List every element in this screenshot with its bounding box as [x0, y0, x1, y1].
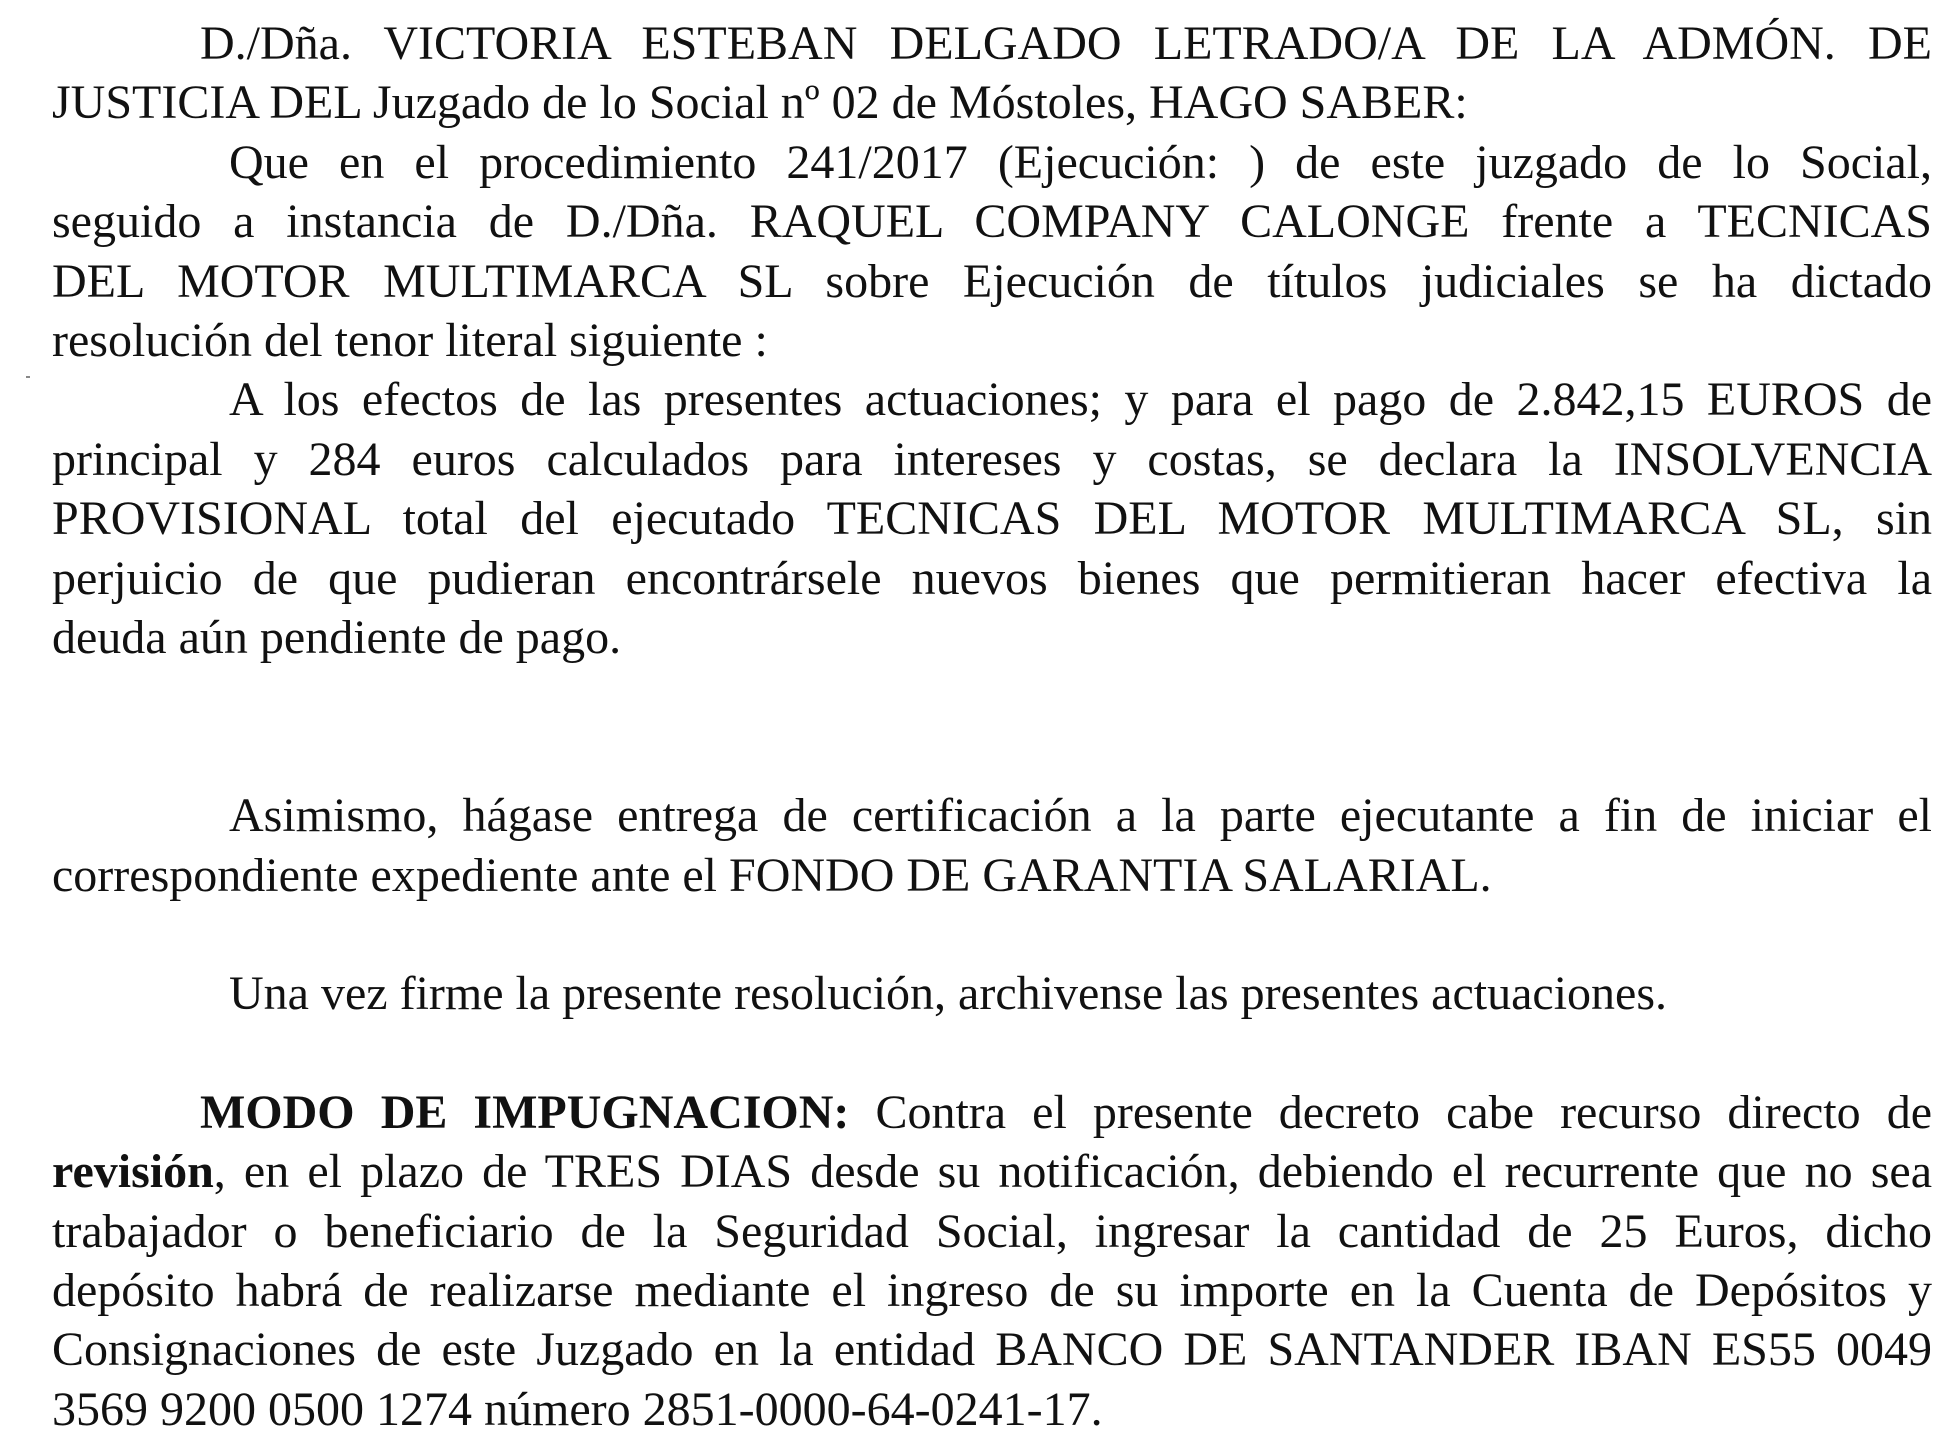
text-line: correspondiente expediente ante el FONDO DE GARANTIA SALARIAL. — [52, 848, 1492, 902]
text-line: Consignaciones de este Juzgado en la entidad BANCO DE SANTANDER IBAN ES55 0049 — [52, 1323, 1932, 1377]
spacer — [52, 905, 1932, 964]
text-segment: , en el plazo de TRES DIAS desde su notificación, debiendo el recurrente que no sea — [213, 1145, 1932, 1199]
text-line: DEL MOTOR MULTIMARCA SL sobre Ejecución de títulos judiciales se ha dictado — [52, 254, 1932, 308]
spacer — [52, 667, 1932, 786]
scan-mark — [26, 376, 30, 378]
text-line: 3569 9200 0500 1274 número 2851-0000-64-0241-17. — [52, 1382, 1103, 1436]
text-line: Asimismo, hágase entrega de certificación a la parte ejecutante a fin de iniciar el — [229, 789, 1932, 843]
paragraph-archive — [52, 964, 1932, 1023]
text-line: principal y 284 euros calculados para intereses y costas, se declara la INSOLVENCIA — [52, 432, 1932, 486]
text-line: deuda aún pendiente de pago. — [52, 611, 622, 665]
revision-term: revisión — [52, 1145, 214, 1199]
impugnacion-heading: MODO DE IMPUGNACION: — [200, 1085, 850, 1139]
paragraph-procedure — [52, 133, 1932, 371]
document-page — [52, 14, 1932, 1439]
text-line: perjuicio de que pudieran encontrársele nuevos bienes que permitieran hacer efectiva la — [52, 551, 1932, 605]
text-line: D./Dña. VICTORIA ESTEBAN DELGADO LETRADO/A DE LA ADMÓN. DE — [200, 17, 1932, 70]
text-line: seguido a instancia de D./Dña. RAQUEL COMPANY CALONGE frente a TECNICAS — [52, 195, 1932, 249]
text-line — [52, 1142, 1932, 1201]
text-line: resolución del tenor literal siguiente : — [52, 314, 768, 368]
text-line: JUSTICIA DEL Juzgado de lo Social nº 02 de Móstoles, HAGO SABER: — [52, 76, 1468, 130]
text-line: depósito habrá de realizarse mediante el ingreso de su importe en la Cuenta de Depósitos y — [52, 1263, 1932, 1317]
paragraph-impugnacion — [52, 1083, 1932, 1439]
text-segment: Contra el presente decreto cabe recurso directo de — [849, 1085, 1932, 1139]
text-line: Que en el procedimiento 241/2017 (Ejecución: ) de este juzgado de lo Social, — [229, 135, 1932, 189]
text-line: trabajador o beneficiario de la Seguridad Social, ingresar la cantidad de 25 Euros, dicho — [52, 1204, 1932, 1258]
paragraph-insolvency — [52, 370, 1932, 667]
spacer — [52, 1024, 1932, 1083]
text-line: Una vez firme la presente resolución, archivense las presentes actuaciones. — [229, 967, 1668, 1021]
text-line: A los efectos de las presentes actuaciones; y para el pago de 2.842,15 EUROS de — [229, 373, 1932, 427]
paragraph-certification — [52, 786, 1932, 905]
paragraph-header — [52, 14, 1932, 133]
text-line — [52, 1083, 1932, 1142]
text-line: PROVISIONAL total del ejecutado TECNICAS DEL MOTOR MULTIMARCA SL, sin — [52, 492, 1932, 546]
